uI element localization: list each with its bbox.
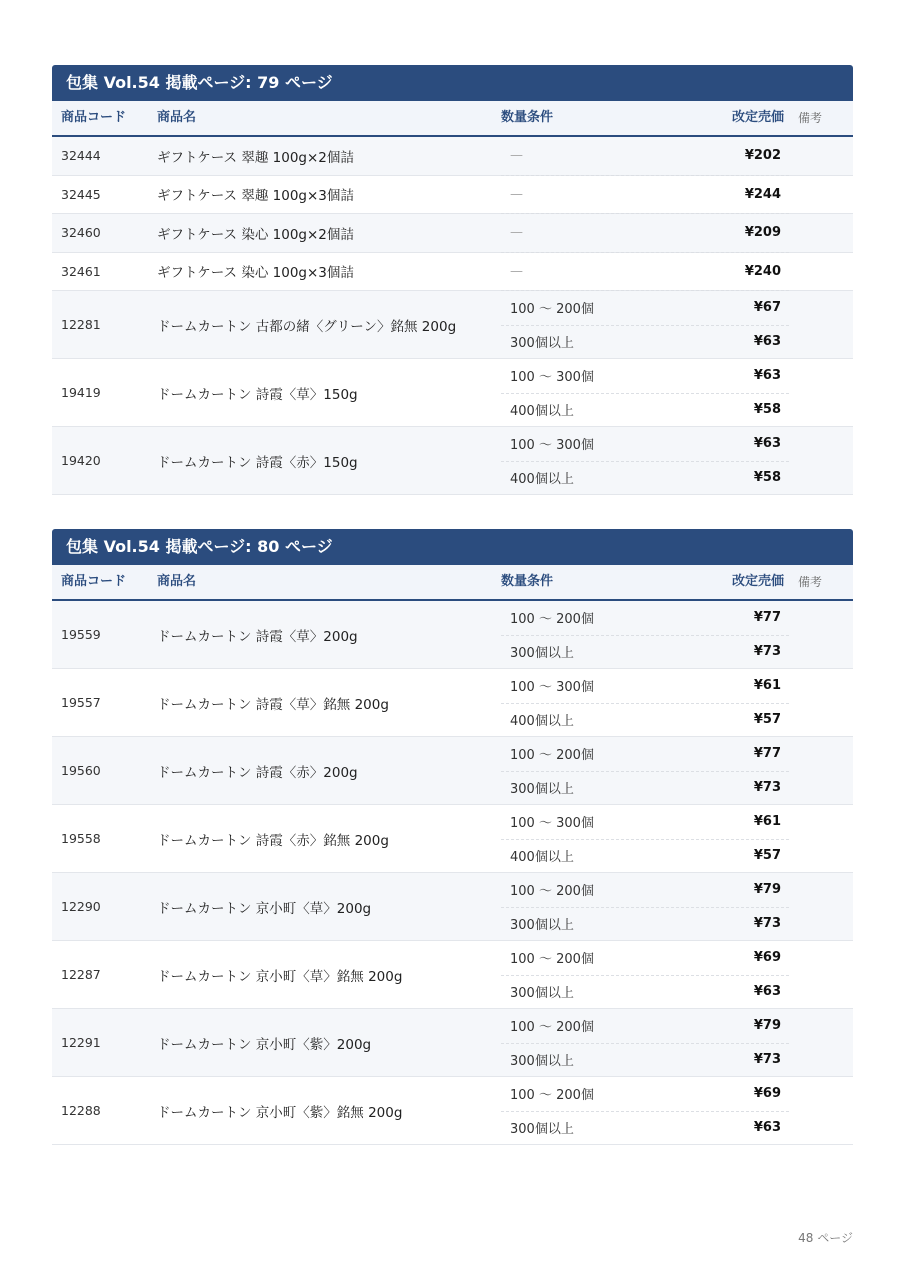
product-code: 19419 — [61, 385, 101, 400]
revised-price: ¥202 — [744, 148, 781, 164]
revised-price: ¥77 — [753, 610, 781, 626]
price-table-section-79 — [52, 65, 853, 495]
product-code: 32445 — [61, 186, 101, 202]
table-row — [52, 427, 853, 495]
column-header-qty: 数量条件 — [501, 110, 554, 125]
revised-price: ¥73 — [753, 1051, 781, 1067]
quantity-condition: 400個以上 — [510, 849, 574, 865]
product-code: 19559 — [61, 627, 101, 642]
product-code: 12287 — [61, 967, 101, 982]
section-title: 包集 Vol.54 掲載ページ: 80 ページ — [52, 529, 853, 565]
quantity-tier — [501, 873, 789, 908]
table-row — [52, 737, 853, 805]
revised-price: ¥79 — [753, 882, 781, 898]
table-header — [52, 101, 853, 137]
quantity-condition: 100 〜 300個 — [510, 816, 594, 832]
quantity-tier — [501, 975, 789, 1009]
product-name: ドームカートン 詩霞〈赤〉200g — [157, 764, 358, 781]
table-row — [52, 873, 853, 941]
revised-price: ¥209 — [744, 225, 781, 241]
quantity-condition: 300個以上 — [510, 1053, 574, 1069]
product-name: ギフトケース 染心 100g×2個詰 — [157, 226, 354, 243]
quantity-condition: 100 〜 200個 — [510, 884, 594, 900]
quantity-tier — [501, 805, 789, 840]
product-code: 19560 — [61, 763, 101, 778]
table-row — [52, 805, 853, 873]
revised-price: ¥73 — [753, 643, 781, 659]
quantity-tier — [501, 1043, 789, 1077]
quantity-condition: 300個以上 — [510, 335, 574, 351]
quantity-tier — [501, 214, 789, 253]
product-name: ドームカートン 詩霞〈草〉銘無 200g — [157, 696, 389, 713]
product-name: ドームカートン 京小町〈草〉銘無 200g — [157, 968, 403, 985]
product-code: 19558 — [61, 831, 101, 846]
table-row — [52, 176, 853, 215]
column-header-note: 備考 — [798, 111, 823, 125]
table-row — [52, 1077, 853, 1145]
revised-price: ¥73 — [753, 915, 781, 931]
column-header-qty: 数量条件 — [501, 574, 554, 589]
quantity-tier — [501, 601, 789, 636]
product-name: ドームカートン 古都の緒〈グリーン〉銘無 200g — [157, 318, 457, 335]
quantity-tier — [501, 461, 789, 495]
quantity-condition: 300個以上 — [510, 917, 574, 933]
revised-price: ¥69 — [753, 950, 781, 966]
product-name: ドームカートン 京小町〈紫〉200g — [157, 1036, 372, 1053]
page-number: 48 ページ — [798, 1231, 853, 1245]
revised-price: ¥61 — [753, 678, 781, 694]
revised-price: ¥61 — [753, 814, 781, 830]
table-row — [52, 137, 853, 176]
revised-price: ¥240 — [744, 263, 781, 279]
table-row — [52, 291, 853, 359]
column-header-code: 商品コード — [61, 574, 127, 589]
quantity-condition: 100 〜 300個 — [510, 370, 594, 386]
product-code: 32460 — [61, 225, 101, 241]
revised-price: ¥244 — [744, 186, 781, 202]
quantity-condition: 100 〜 200個 — [510, 612, 594, 628]
quantity-condition: 100 〜 300個 — [510, 680, 594, 696]
quantity-tier — [501, 839, 789, 873]
column-header-price: 改定売価 — [731, 110, 784, 125]
product-name: ギフトケース 翠趣 100g×3個詰 — [157, 188, 354, 205]
quantity-tier — [501, 325, 789, 359]
quantity-tier — [501, 907, 789, 941]
product-code: 12281 — [61, 317, 101, 332]
product-name: ドームカートン 詩霞〈草〉150g — [157, 386, 358, 403]
table-row — [52, 601, 853, 669]
product-name: ギフトケース 染心 100g×3個詰 — [157, 265, 354, 282]
quantity-tier — [501, 669, 789, 704]
quantity-tier — [501, 427, 789, 462]
quantity-tier — [501, 176, 789, 215]
quantity-condition: 100 〜 200個 — [510, 748, 594, 764]
revised-price: ¥63 — [753, 333, 781, 349]
table-row — [52, 214, 853, 253]
section-title: 包集 Vol.54 掲載ページ: 79 ページ — [52, 65, 853, 101]
product-name: ドームカートン 京小町〈草〉200g — [157, 900, 372, 917]
quantity-tier — [501, 703, 789, 737]
quantity-condition: — — [510, 225, 523, 241]
product-name: ドームカートン 詩霞〈赤〉150g — [157, 454, 358, 471]
quantity-tier — [501, 291, 789, 326]
quantity-tier — [501, 359, 789, 394]
quantity-tier — [501, 941, 789, 976]
revised-price: ¥63 — [753, 436, 781, 452]
revised-price: ¥63 — [753, 983, 781, 999]
quantity-tier — [501, 737, 789, 772]
revised-price: ¥57 — [753, 847, 781, 863]
revised-price: ¥69 — [753, 1086, 781, 1102]
product-code: 12290 — [61, 899, 101, 914]
quantity-condition: — — [510, 186, 523, 202]
table-row — [52, 941, 853, 1009]
quantity-tier — [501, 635, 789, 669]
table-row — [52, 359, 853, 427]
quantity-tier — [501, 1111, 789, 1145]
quantity-condition: 300個以上 — [510, 645, 574, 661]
product-code: 19557 — [61, 695, 101, 710]
column-header-name: 商品名 — [157, 110, 197, 125]
quantity-condition: 100 〜 300個 — [510, 438, 594, 454]
quantity-condition: 100 〜 200個 — [510, 1088, 594, 1104]
table-row — [52, 1009, 853, 1077]
quantity-tier — [501, 137, 789, 176]
table-row — [52, 253, 853, 292]
quantity-tier — [501, 393, 789, 427]
product-name: ギフトケース 翠趣 100g×2個詰 — [157, 149, 354, 166]
revised-price: ¥73 — [753, 779, 781, 795]
quantity-condition: 300個以上 — [510, 781, 574, 797]
quantity-condition: 400個以上 — [510, 713, 574, 729]
quantity-tier — [501, 253, 789, 292]
quantity-condition: 400個以上 — [510, 403, 574, 419]
revised-price: ¥57 — [753, 711, 781, 727]
quantity-condition: 100 〜 200個 — [510, 1020, 594, 1036]
revised-price: ¥63 — [753, 368, 781, 384]
column-header-code: 商品コード — [61, 110, 127, 125]
quantity-tier — [501, 1077, 789, 1112]
product-code: 32444 — [61, 148, 101, 164]
table-header — [52, 565, 853, 601]
column-header-name: 商品名 — [157, 574, 197, 589]
product-code: 32461 — [61, 263, 101, 279]
revised-price: ¥79 — [753, 1018, 781, 1034]
product-name: ドームカートン 京小町〈紫〉銘無 200g — [157, 1104, 403, 1121]
column-header-note: 備考 — [798, 575, 823, 589]
quantity-tier — [501, 771, 789, 805]
product-code: 12291 — [61, 1035, 101, 1050]
revised-price: ¥58 — [753, 401, 781, 417]
revised-price: ¥63 — [753, 1119, 781, 1135]
revised-price: ¥58 — [753, 469, 781, 485]
column-header-price: 改定売価 — [731, 574, 784, 589]
product-code: 12288 — [61, 1103, 101, 1118]
quantity-condition: 400個以上 — [510, 471, 574, 487]
product-code: 19420 — [61, 453, 101, 468]
product-name: ドームカートン 詩霞〈赤〉銘無 200g — [157, 832, 389, 849]
price-table-section-80 — [52, 529, 853, 1145]
revised-price: ¥67 — [753, 300, 781, 316]
quantity-condition: — — [510, 148, 523, 164]
quantity-condition: 100 〜 200個 — [510, 952, 594, 968]
quantity-condition: 100 〜 200個 — [510, 302, 594, 318]
quantity-condition: — — [510, 263, 523, 279]
quantity-condition: 300個以上 — [510, 985, 574, 1001]
quantity-tier — [501, 1009, 789, 1044]
product-name: ドームカートン 詩霞〈草〉200g — [157, 628, 358, 645]
revised-price: ¥77 — [753, 746, 781, 762]
quantity-condition: 300個以上 — [510, 1121, 574, 1137]
table-row — [52, 669, 853, 737]
